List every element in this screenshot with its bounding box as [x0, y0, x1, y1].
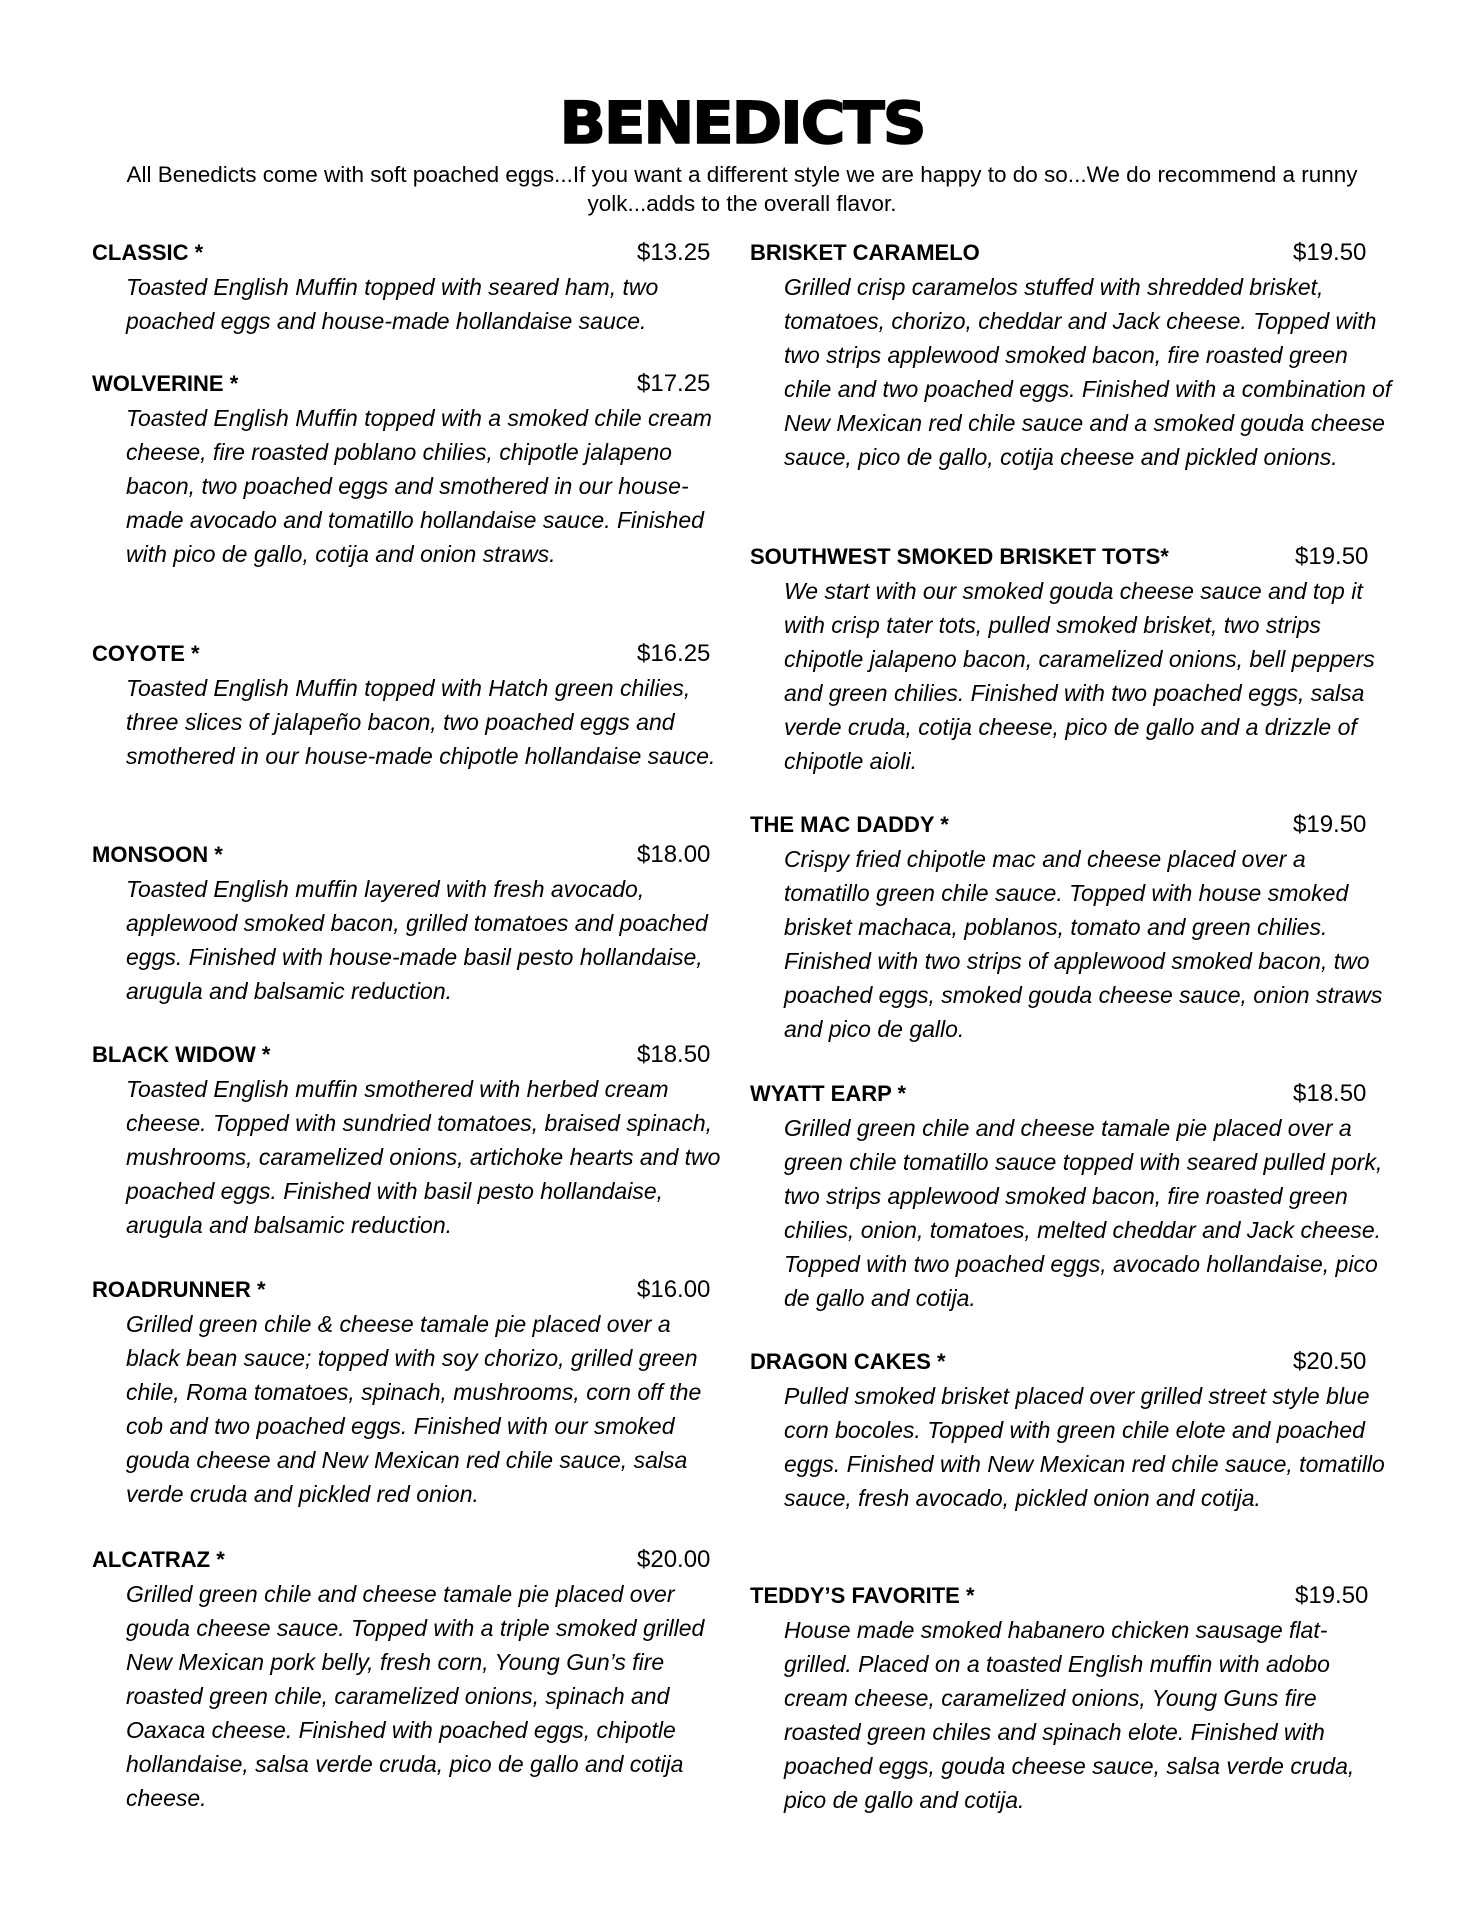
item-name: WOLVERINE * [92, 371, 239, 396]
menu-item-black-widow [92, 1038, 726, 1242]
menu-item-teddys-favorite [750, 1579, 1394, 1817]
item-price: $17.25 [637, 370, 711, 397]
item-name: TEDDY’S FAVORITE * [750, 1583, 975, 1608]
item-description: Grilled crisp caramelos stuffed with shredded brisket, tomatoes, chorizo, cheddar and Jack cheese. Topped with two strips applewood smoked bacon, fire roasted green chile and two poached eggs. Finished with a combination of New Mexican red chile sauce and a smoked gouda cheese sauce, pico de gallo, cotija cheese and pickled onions. [784, 274, 1392, 470]
menu-item-brisket-caramelo [750, 236, 1394, 474]
menu-item-wyatt-earp [750, 1077, 1394, 1315]
item-description: Toasted English Muffin topped with seared ham, two poached eggs and house-made hollandaise sauce. [126, 274, 659, 334]
item-price: $13.25 [637, 239, 711, 266]
page-title: BENEDICTS [559, 89, 925, 157]
item-description: Toasted English muffin layered with fresh avocado, applewood smoked bacon, grilled tomatoes and poached eggs. Finished with house-made basil pesto hollandaise, arugula and balsamic reduction. [126, 876, 708, 1004]
item-description: Grilled green chile and cheese tamale pie placed over a green chile tomatillo sauce topped with seared pulled pork, two strips applewood smoked bacon, fire roasted green chilies, onion, tomatoes, melted cheddar and Jack cheese. Topped with two poached eggs, avocado hollandaise, pico de gallo and cotija. [784, 1115, 1383, 1311]
menu-item-classic [92, 236, 726, 338]
item-description: Crispy fried chipotle mac and cheese placed over a tomatillo green chile sauce. Topped with house smoked brisket machaca, poblanos, tomato and green chilies. Finished with two strips of applewood smoked bacon, two poached eggs, smoked gouda cheese sauce, onion straws and pico de gallo. [784, 846, 1383, 1042]
menu-item-coyote [92, 637, 726, 773]
page-subtitle: All Benedicts come with soft poached eggs...If you want a different style we are happy to do so...We do recommend a runny yolk...adds to the overall flavor. [126, 162, 1358, 216]
menu-item-southwest-brisket-tots [750, 540, 1394, 778]
item-description: We start with our smoked gouda cheese sauce and top it with crisp tater tots, pulled smoked brisket, two strips chipotle jalapeno bacon, caramelized onions, bell peppers and green chilies. Finished with two poached eggs, salsa verde cruda, cotija cheese, pico de gallo and a drizzle of chipotle aioli. [784, 578, 1375, 774]
item-price: $16.00 [637, 1276, 711, 1303]
item-description: Pulled smoked brisket placed over grilled street style blue corn bocoles. Topped with green chile elote and poached eggs. Finished with New Mexican red chile sauce, tomatillo sauce, fresh avocado, pickled onion and cotija. [784, 1383, 1385, 1511]
item-name: DRAGON CAKES * [750, 1349, 946, 1374]
menu-item-alcatraz [92, 1543, 726, 1815]
item-description: House made smoked habanero chicken sausage flat-grilled. Placed on a toasted English muffin with adobo cream cheese, caramelized onions, Young Guns fire roasted green chiles and spinach elote. Finished with poached eggs, gouda cheese sauce, salsa verde cruda, pico de gallo and cotija. [784, 1617, 1355, 1813]
item-description: Grilled green chile & cheese tamale pie placed over a black bean sauce; topped with soy chorizo, grilled green chile, Roma tomatoes, spinach, mushrooms, corn off the cob and two poached eggs. Finished with our smoked gouda cheese and New Mexican red chile sauce, salsa verde cruda and pickled red onion. [126, 1311, 702, 1507]
menu-item-dragon-cakes [750, 1345, 1394, 1515]
item-price: $19.50 [1295, 1582, 1369, 1609]
item-description: Toasted English muffin smothered with herbed cream cheese. Topped with sundried tomatoes, braised spinach, mushrooms, caramelized onions, artichoke hearts and two poached eggs. Finished with basil pesto hollandaise, arugula and balsamic reduction. [126, 1076, 721, 1238]
item-name: WYATT EARP * [750, 1081, 907, 1106]
menu-item-wolverine [92, 367, 726, 571]
item-description: Grilled green chile and cheese tamale pie placed over gouda cheese sauce. Topped with a triple smoked grilled New Mexican pork belly, fresh corn, Young Gun’s fire roasted green chile, caramelized onions, spinach and Oaxaca cheese. Finished with poached eggs, chipotle hollandaise, salsa verde cruda, pico de gallo and cotija cheese. [126, 1581, 705, 1811]
item-name: MONSOON * [92, 842, 223, 867]
item-description: Toasted English Muffin topped with a smoked chile cream cheese, fire roasted poblano chilies, chipotle jalapeno bacon, two poached eggs and smothered in our house-made avocado and tomatillo hollandaise sauce. Finished with pico de gallo, cotija and onion straws. [126, 405, 712, 567]
item-name: THE MAC DADDY * [750, 812, 949, 837]
item-name: ALCATRAZ * [92, 1547, 225, 1572]
item-name: CLASSIC * [92, 240, 204, 265]
item-price: $19.50 [1295, 543, 1369, 570]
item-name: ROADRUNNER * [92, 1277, 266, 1302]
item-name: COYOTE * [92, 641, 200, 666]
item-name: BLACK WIDOW * [92, 1042, 271, 1067]
item-name: SOUTHWEST SMOKED BRISKET TOTS* [750, 544, 1169, 569]
item-description: Toasted English Muffin topped with Hatch green chilies, three slices of jalapeño bacon, two poached eggs and smothered in our house-made chipotle hollandaise sauce. [126, 675, 716, 769]
item-price: $20.00 [637, 1546, 711, 1573]
item-price: $18.50 [1293, 1080, 1367, 1107]
item-price: $18.00 [637, 841, 711, 868]
item-price: $16.25 [637, 640, 711, 667]
item-name: BRISKET CARAMELO [750, 240, 980, 265]
item-price: $19.50 [1293, 239, 1367, 266]
menu-item-mac-daddy [750, 808, 1394, 1046]
item-price: $18.50 [637, 1041, 711, 1068]
item-price: $20.50 [1293, 1348, 1367, 1375]
item-price: $19.50 [1293, 811, 1367, 838]
menu-item-roadrunner [92, 1273, 726, 1511]
menu-item-monsoon [92, 838, 726, 1008]
